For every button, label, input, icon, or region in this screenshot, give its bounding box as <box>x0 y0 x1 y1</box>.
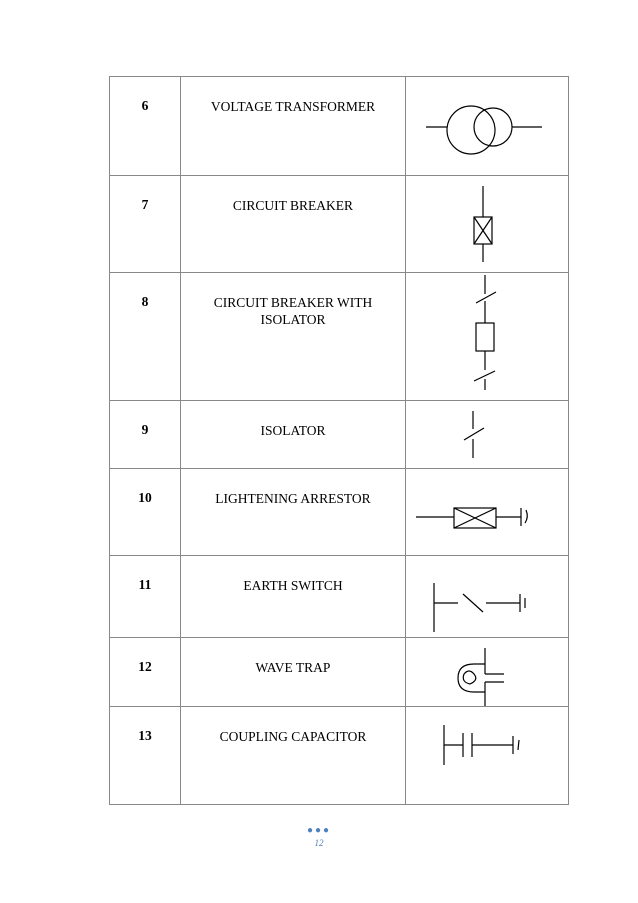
row-name <box>181 638 406 707</box>
symbol-cell <box>406 469 569 556</box>
row-number: 7 <box>110 176 181 273</box>
symbol-cell <box>406 556 569 638</box>
table-row <box>110 77 569 176</box>
symbol-cell <box>406 273 569 401</box>
row-name <box>181 176 406 273</box>
row-name <box>181 707 406 805</box>
table-row <box>110 707 569 805</box>
circuit-breaker-with-isolator-icon <box>406 273 568 401</box>
isolator-icon <box>406 401 568 469</box>
table-row <box>110 469 569 556</box>
row-name-label: LIGHTENING ARRESTOR <box>215 491 371 506</box>
row-number: 6 <box>110 77 181 176</box>
wave-trap-icon <box>406 638 568 707</box>
row-name <box>181 469 406 556</box>
row-number: 12 <box>110 638 181 707</box>
coupling-capacitor-icon <box>406 707 568 805</box>
page-number: 12 <box>314 838 324 848</box>
symbols-table <box>109 76 569 805</box>
row-number: 13 <box>110 707 181 805</box>
circuit-breaker-icon <box>406 176 568 273</box>
earth-switch-icon <box>406 556 568 638</box>
row-name <box>181 556 406 638</box>
footer-dots: ●●● <box>306 825 332 836</box>
row-name <box>181 401 406 469</box>
row-name-label: VOLTAGE TRANSFORMER <box>210 99 376 114</box>
row-name <box>181 77 406 176</box>
row-name-label: EARTH SWITCH <box>243 578 343 593</box>
row-name-label: CIRCUIT BREAKER <box>232 198 354 213</box>
table-row <box>110 556 569 638</box>
table-row <box>110 401 569 469</box>
voltage-transformer-icon <box>406 77 568 176</box>
row-name-label: CIRCUIT BREAKER WITH ISOLATOR <box>213 295 373 327</box>
row-number: 8 <box>110 273 181 401</box>
row-name <box>181 273 406 401</box>
row-number: 10 <box>110 469 181 556</box>
symbol-cell <box>406 707 569 805</box>
symbol-cell <box>406 638 569 707</box>
table-row <box>110 176 569 273</box>
symbol-cell <box>406 77 569 176</box>
table-row <box>110 273 569 401</box>
symbol-cell <box>406 401 569 469</box>
symbol-cell <box>406 176 569 273</box>
lightning-arrestor-icon <box>406 469 568 556</box>
row-number: 9 <box>110 401 181 469</box>
row-number: 11 <box>110 556 181 638</box>
row-name-label: WAVE TRAP <box>255 660 331 675</box>
table-row <box>110 638 569 707</box>
page-footer <box>0 826 638 848</box>
row-name-label: COUPLING CAPACITOR <box>219 729 367 744</box>
row-name-label: ISOLATOR <box>260 423 326 438</box>
